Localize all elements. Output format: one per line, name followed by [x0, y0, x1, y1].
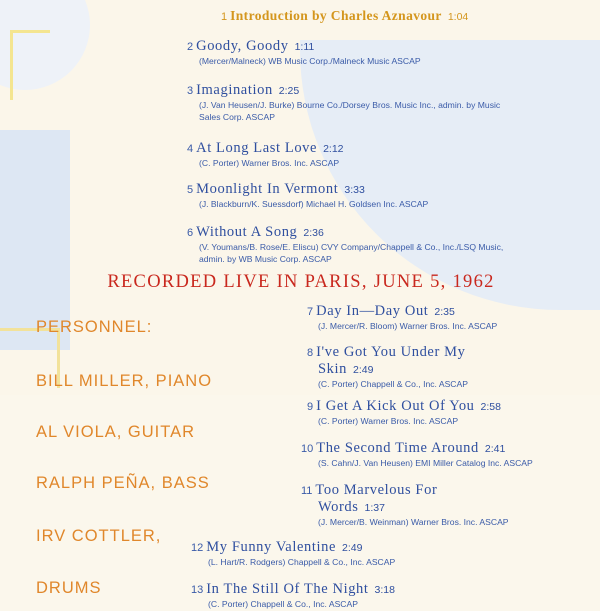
track-number: 12 — [191, 542, 204, 554]
track-11 — [301, 482, 509, 529]
track-title: My Funny Valentine — [206, 539, 337, 555]
track-5 — [187, 181, 428, 211]
track-12 — [191, 539, 395, 569]
background-shape — [300, 40, 600, 310]
track-duration: 2:41 — [484, 443, 506, 455]
track-title-cont: Skin — [318, 361, 347, 377]
recorded-heading: RECORDED LIVE IN PARIS, JUNE 5, 1962 — [107, 272, 495, 292]
track-9 — [307, 398, 501, 428]
track-number: 11 — [301, 485, 313, 497]
personnel-heading: PERSONNEL: — [36, 318, 153, 336]
track-credit: (L. Hart/R. Rodgers) Chappell & Co., Inc. ASCAP — [208, 557, 396, 567]
track-title: At Long Last Love — [196, 140, 318, 156]
personnel-member: DRUMS — [36, 579, 102, 597]
track-duration: 1:11 — [294, 41, 315, 53]
track-number: 7 — [307, 306, 314, 318]
track-title: The Second Time Around — [316, 440, 479, 456]
background-panel — [0, 130, 70, 350]
track-13 — [191, 581, 395, 611]
track-title: Introduction by Charles Aznavour — [230, 8, 442, 23]
track-number: 5 — [187, 184, 194, 196]
track-title: Imagination — [196, 82, 273, 98]
track-duration: 2:35 — [434, 306, 455, 318]
track-duration: 2:49 — [342, 542, 363, 554]
personnel-member: IRV COTTLER, — [36, 527, 162, 545]
track-credit: (S. Cahn/J. Van Heusen) EMI Miller Catalog Inc. ASCAP — [318, 458, 533, 468]
track-duration: 1:37 — [364, 502, 385, 514]
track-number: 8 — [307, 347, 314, 359]
track-credit: (J. Van Heusen/J. Burke) Bourne Co./Dorsey Bros. Music Inc., admin. by Music — [199, 100, 501, 110]
track-duration: 3:33 — [344, 184, 365, 196]
track-credit: (J. Blackburn/K. Suessdorf) Michael H. Goldsen Inc. ASCAP — [199, 199, 429, 209]
track-8 — [307, 344, 468, 391]
track-number: 9 — [307, 401, 314, 413]
track-title: Moonlight In Vermont — [196, 181, 339, 197]
track-credit-cont: admin. by WB Music Corp. ASCAP — [199, 253, 332, 264]
track-credit: (J. Mercer/B. Weinman) Warner Bros. Inc. ASCAP — [318, 517, 509, 527]
track-duration: 2:12 — [323, 143, 344, 155]
track-1 — [221, 8, 468, 24]
personnel-member: AL VIOLA, GUITAR — [36, 423, 196, 441]
track-title: Day In—Day Out — [316, 303, 429, 319]
track-duration: 2:49 — [353, 364, 374, 376]
track-number: 2 — [187, 41, 194, 53]
personnel-member: BILL MILLER, PIANO — [36, 372, 213, 390]
track-credit: (C. Porter) Chappell & Co., Inc. ASCAP — [208, 599, 358, 609]
track-title: In The Still Of The Night — [206, 581, 369, 597]
track-credit: (J. Mercer/R. Bloom) Warner Bros. Inc. ASCAP — [318, 321, 498, 331]
track-3 — [187, 82, 500, 123]
track-6 — [187, 224, 503, 265]
track-duration: 3:18 — [374, 584, 395, 596]
track-number: 1 — [221, 11, 228, 23]
track-credit: (Mercer/Malneck) WB Music Corp./Malneck Music ASCAP — [199, 56, 421, 66]
track-title: I've Got You Under My — [316, 344, 466, 360]
track-10 — [301, 440, 533, 470]
track-number: 4 — [187, 143, 194, 155]
track-number: 6 — [187, 227, 194, 239]
track-duration: 2:36 — [303, 227, 324, 239]
track-number: 3 — [187, 85, 194, 97]
track-title-cont: Words — [318, 499, 359, 515]
track-title: Without A Song — [196, 224, 298, 240]
track-number: 13 — [191, 584, 204, 596]
track-credit: (V. Youmans/B. Rose/E. Eliscu) CVY Company/Chappell & Co., Inc./LSQ Music, — [199, 242, 504, 252]
track-number: 10 — [301, 443, 314, 455]
track-title: I Get A Kick Out Of You — [316, 398, 475, 414]
track-duration: 2:58 — [480, 401, 501, 413]
track-credit: (C. Porter) Warner Bros. Inc. ASCAP — [199, 158, 340, 168]
background-outline — [10, 30, 50, 100]
track-credit-cont: Sales Corp. ASCAP — [199, 111, 275, 122]
track-credit: (C. Porter) Chappell & Co., Inc. ASCAP — [318, 379, 468, 389]
personnel-member: RALPH PEÑA, BASS — [36, 474, 210, 492]
track-credit: (C. Porter) Warner Bros. Inc. ASCAP — [318, 416, 459, 426]
track-duration: 2:25 — [278, 85, 300, 97]
track-title: Goody, Goody — [196, 38, 289, 54]
track-4 — [187, 140, 344, 170]
track-title: Too Marvelous For — [315, 482, 438, 498]
track-7 — [307, 303, 497, 333]
track-duration: 1:04 — [447, 11, 469, 23]
track-2 — [187, 38, 421, 68]
